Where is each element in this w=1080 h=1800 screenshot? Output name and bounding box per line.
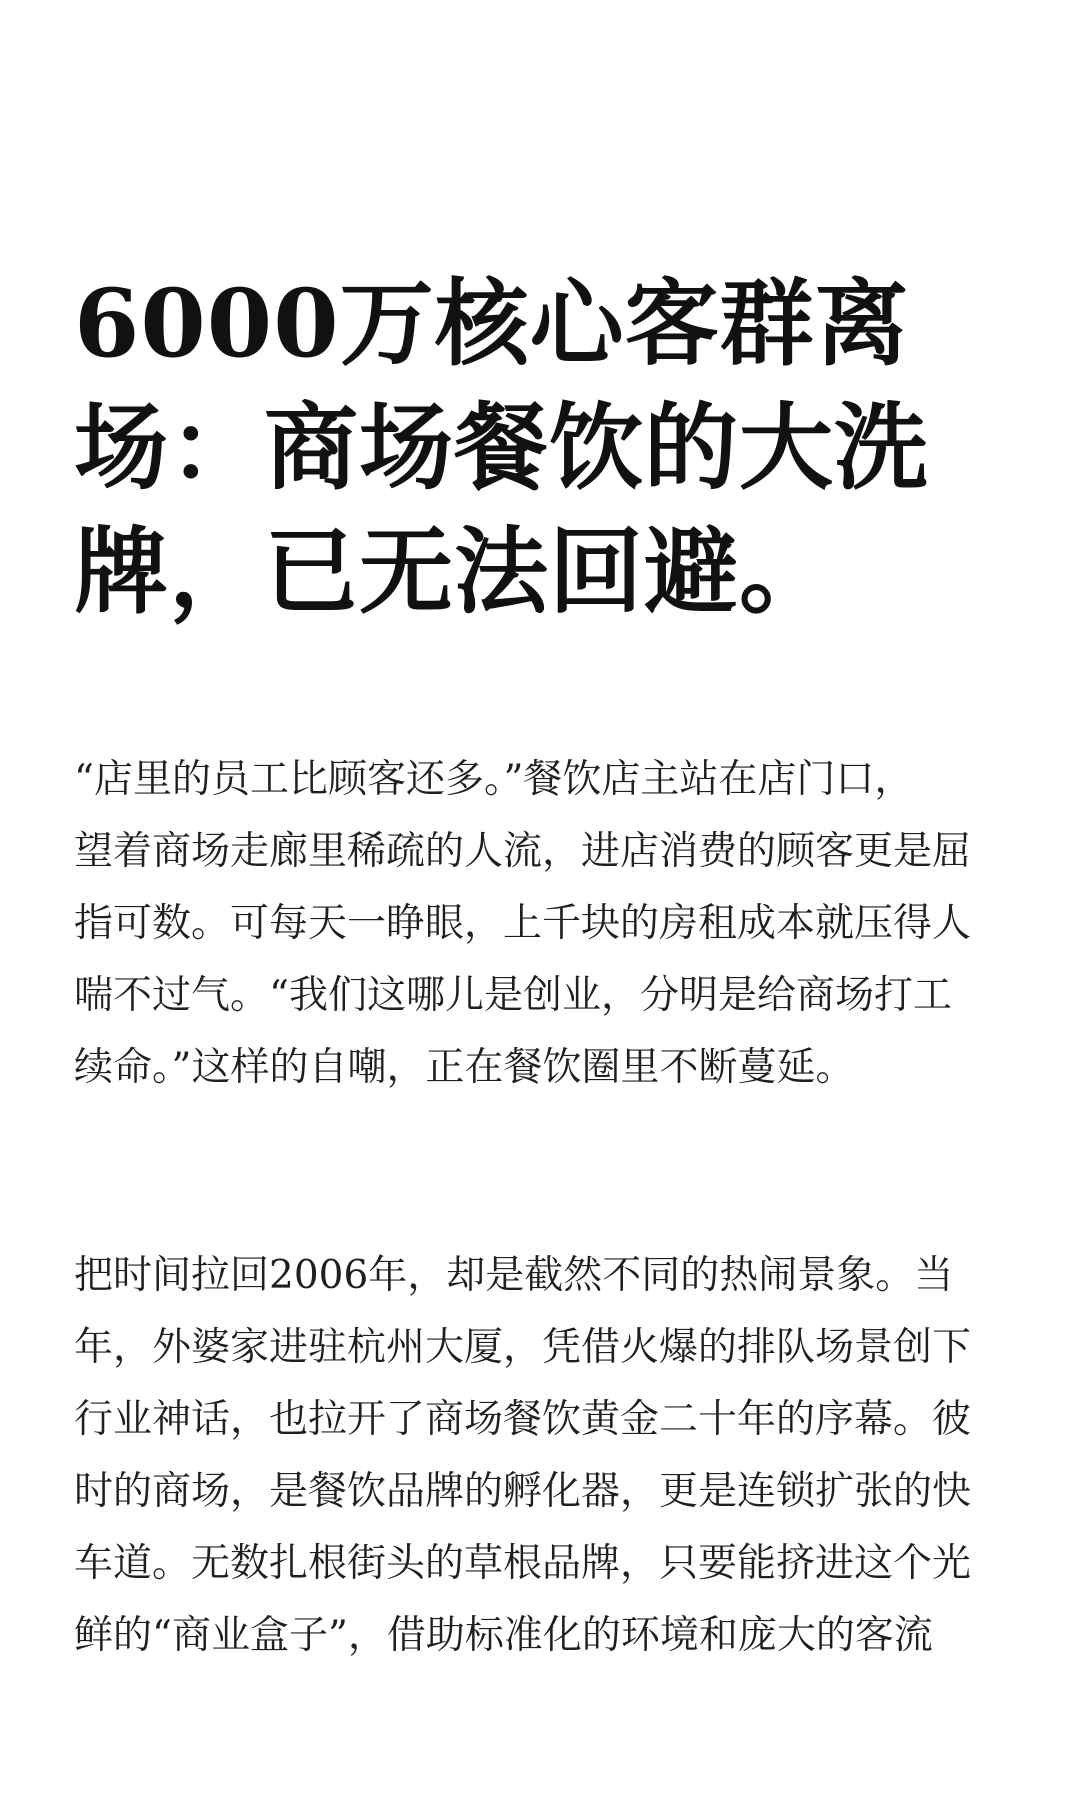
paragraph-line: 喘不过气。“我们这哪儿是创业，分明是给商场打工	[74, 973, 952, 1018]
paragraph-line: 鲜的“商业盒子”，借助标准化的环境和庞大的客流	[74, 1613, 933, 1658]
paragraph-line: 指可数。可每天一睁眼，上千块的房租成本就压得人	[74, 901, 972, 946]
paragraph-line: 时的商场，是餐饮品牌的孵化器，更是连锁扩张的快	[74, 1469, 972, 1514]
article-paragraph	[74, 744, 1034, 1104]
article-title-line: 6000万核心客群离	[74, 269, 910, 379]
article-title-line: 牌，已无法回避。	[74, 517, 835, 627]
article-paragraph	[74, 1240, 1034, 1672]
paragraph-line: 续命。”这样的自嘲，正在餐饮圈里不断蔓延。	[74, 1045, 855, 1090]
paragraph-line: 行业神话，也拉开了商场餐饮黄金二十年的序幕。彼	[74, 1397, 972, 1442]
paragraph-line: 望着商场走廊里稀疏的人流，进店消费的顾客更是屈	[74, 829, 972, 874]
paragraph-line: 把时间拉回2006年，却是截然不同的热闹景象。当	[74, 1253, 954, 1298]
paragraph-line: 车道。无数扎根街头的草根品牌，只要能挤进这个光	[74, 1541, 972, 1586]
article-title	[74, 262, 954, 634]
paragraph-line: 年，外婆家进驻杭州大厦，凭借火爆的排队场景创下	[74, 1325, 972, 1370]
article-title-line: 场：商场餐饮的大洗	[74, 393, 930, 503]
paragraph-line: “店里的员工比顾客还多。”餐饮店主站在店门口，	[74, 757, 914, 802]
